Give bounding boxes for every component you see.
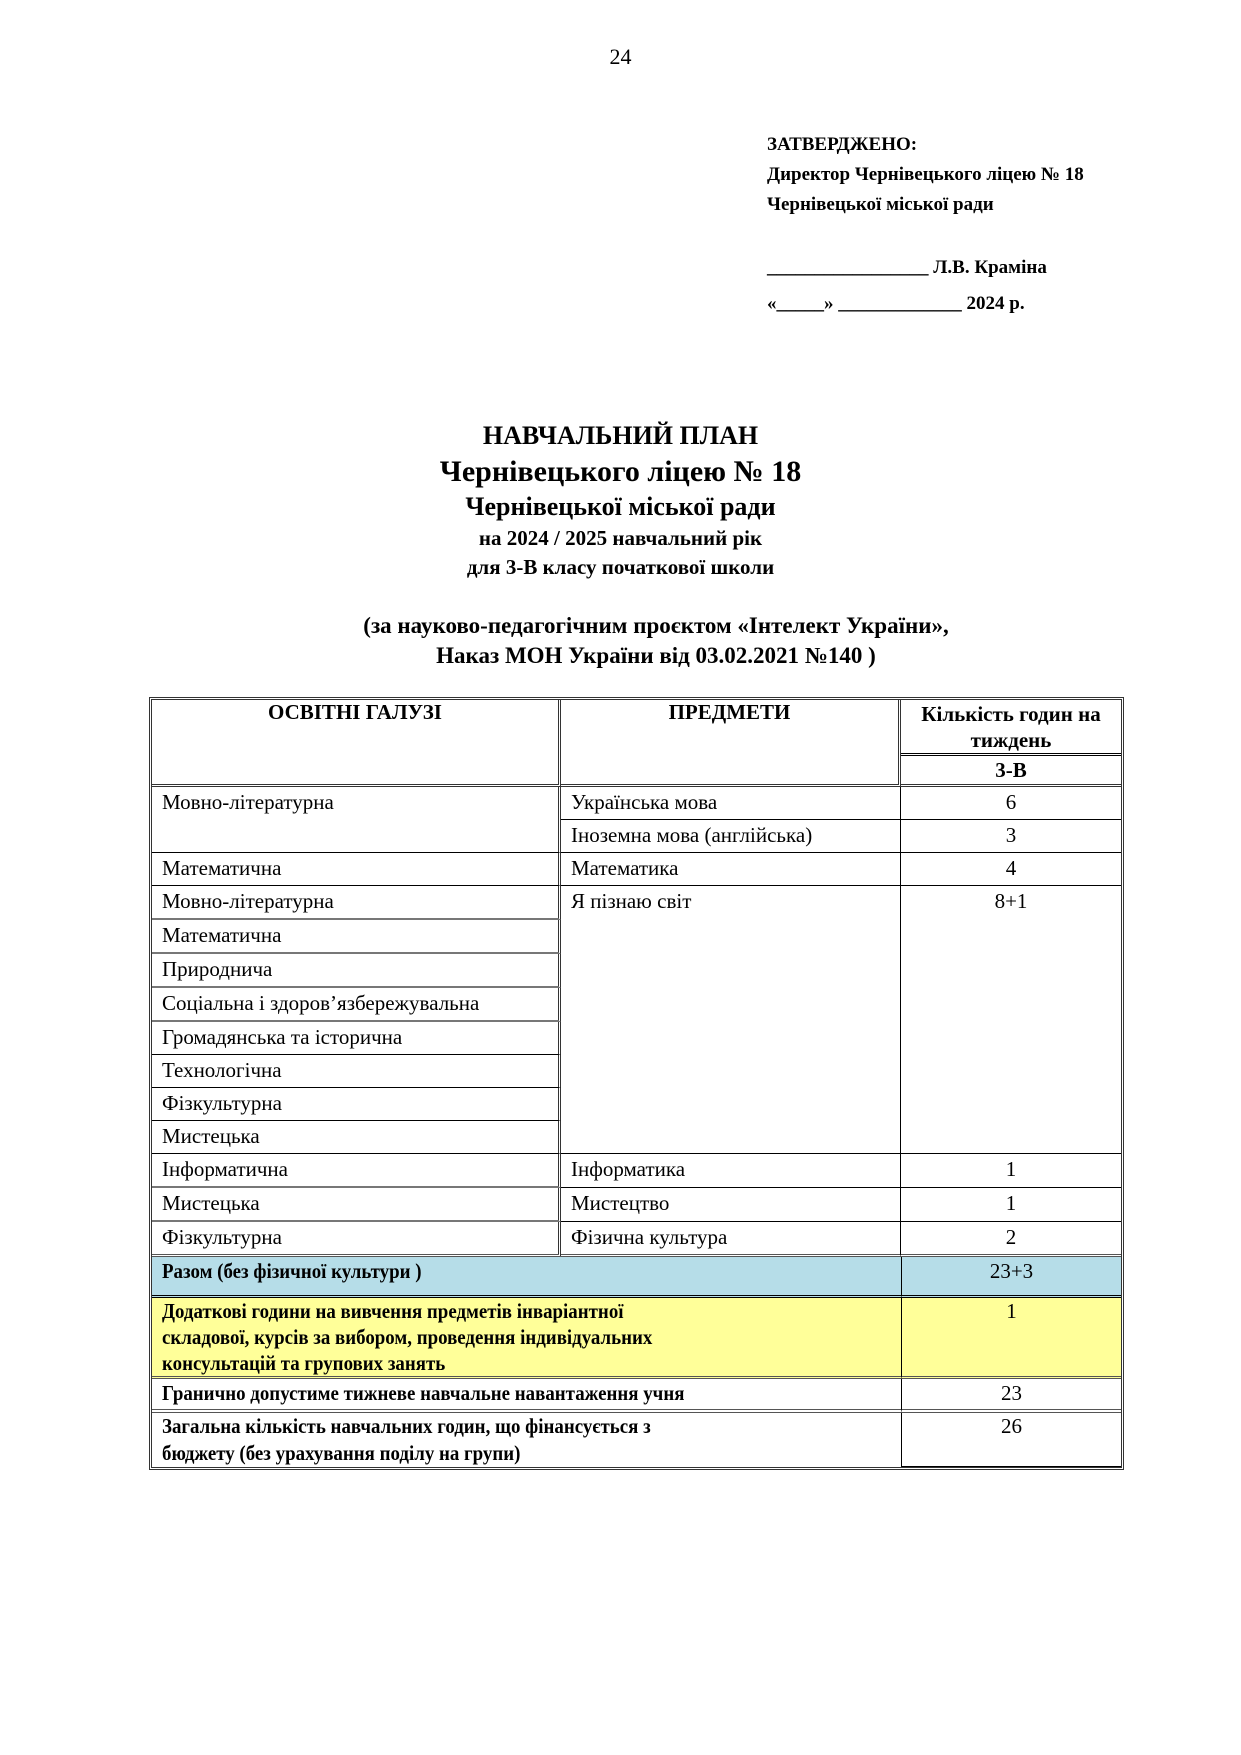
total-label: Разом (без фізичної культури ) <box>152 1257 901 1298</box>
title-line-4: на 2024 / 2025 навчальний рік <box>478 526 763 550</box>
plan-basis <box>0 611 1241 671</box>
header-class: 3-В <box>901 756 1121 787</box>
hours-cell-integrated: 8+1 <box>901 886 1121 1154</box>
table-row <box>152 886 1121 920</box>
hours-cell: 4 <box>901 853 1121 886</box>
signature-line: _________________ Л.В. Краміна <box>767 257 1047 278</box>
title-line-2: Чернівецького ліцею № 18 <box>439 455 802 488</box>
subject-cell-integrated: Я пізнаю світ <box>561 886 901 1154</box>
area-cell: Мовно-літературна <box>152 886 561 920</box>
area-cell: Фізкультурна <box>152 1088 561 1121</box>
area-cell: Математична <box>152 920 561 954</box>
extra-hours-row <box>152 1298 1121 1379</box>
area-cell: Мовно-літературна <box>152 787 561 853</box>
subject-cell: Математика <box>561 853 901 886</box>
title-line-5: для 3-В класу початкової школи <box>466 555 775 579</box>
subject-cell: Інформатика <box>561 1154 901 1188</box>
hours-cell: 6 <box>901 787 1121 820</box>
extra-hours-value: 1 <box>901 1298 1121 1379</box>
area-cell: Математична <box>152 853 561 886</box>
subject-cell: Мистецтво <box>561 1188 901 1222</box>
table-row <box>152 853 1121 886</box>
hours-cell: 2 <box>901 1222 1121 1257</box>
funded-hours-row <box>152 1413 1121 1467</box>
hours-cell: 3 <box>901 820 1121 853</box>
curriculum-table <box>149 697 1124 1470</box>
table-row <box>152 787 1121 820</box>
hours-cell: 1 <box>901 1154 1121 1188</box>
header-areas: ОСВІТНІ ГАЛУЗІ <box>152 700 561 787</box>
title-line-1: НАВЧАЛЬНИЙ ПЛАН <box>482 421 759 450</box>
funded-hours-label: Загальна кількість навчальних годин, що фінансується з бюджету (без урахування поділу на групи) <box>162 1414 651 1465</box>
header-subjects: ПРЕДМЕТИ <box>561 700 901 787</box>
area-cell: Громадянська та історична <box>152 1022 561 1055</box>
area-cell: Мистецька <box>152 1121 561 1154</box>
approval-heading: ЗАТВЕРДЖЕНО: <box>767 134 918 155</box>
approval-block <box>767 130 1084 322</box>
table-row <box>152 1222 1121 1257</box>
table-row <box>152 1188 1121 1222</box>
approval-position-line-1: Директор Чернівецького ліцею № 18 <box>767 164 1084 185</box>
page-number: 24 <box>609 44 632 69</box>
weekly-limit-row <box>152 1379 1121 1413</box>
basis-line-2: Наказ МОН України від 03.02.2021 №140 ) <box>436 643 876 668</box>
document-title <box>0 418 1241 582</box>
hours-cell: 1 <box>901 1188 1121 1222</box>
subject-cell: Іноземна мова (англійська) <box>561 820 901 853</box>
subject-cell: Фізична культура <box>561 1222 901 1257</box>
approval-position-line-2: Чернівецької міської ради <box>767 194 994 215</box>
total-value: 23+3 <box>901 1257 1121 1298</box>
area-cell: Природнича <box>152 954 561 988</box>
table-header-row <box>152 700 1121 756</box>
extra-hours-label: Додаткові години на вивчення предметів інваріантної складової, курсів за вибором, проведення індивідуальних консультацій та групових занять <box>152 1298 901 1379</box>
area-cell: Технологічна <box>152 1055 561 1088</box>
total-row <box>152 1257 1121 1298</box>
header-hours: Кількість годин на тиждень <box>901 700 1121 756</box>
subject-cell: Українська мова <box>561 787 901 820</box>
area-cell: Соціальна і здоров’язбережувальна <box>152 988 561 1022</box>
area-cell: Інформатична <box>152 1154 561 1188</box>
date-line: «_____» _____________ 2024 р. <box>767 293 1025 314</box>
table-row <box>152 1154 1121 1188</box>
area-cell: Фізкультурна <box>152 1222 561 1257</box>
area-cell: Мистецька <box>152 1188 561 1222</box>
title-line-3: Чернівецької міської ради <box>465 492 776 521</box>
funded-hours-value: 26 <box>901 1413 1121 1467</box>
weekly-limit-label: Гранично допустиме тижневе навчальне навантаження учня <box>152 1379 901 1413</box>
basis-line-1: (за науково-педагогічним проєктом «Інтелект України», <box>363 613 949 638</box>
weekly-limit-value: 23 <box>901 1379 1121 1413</box>
